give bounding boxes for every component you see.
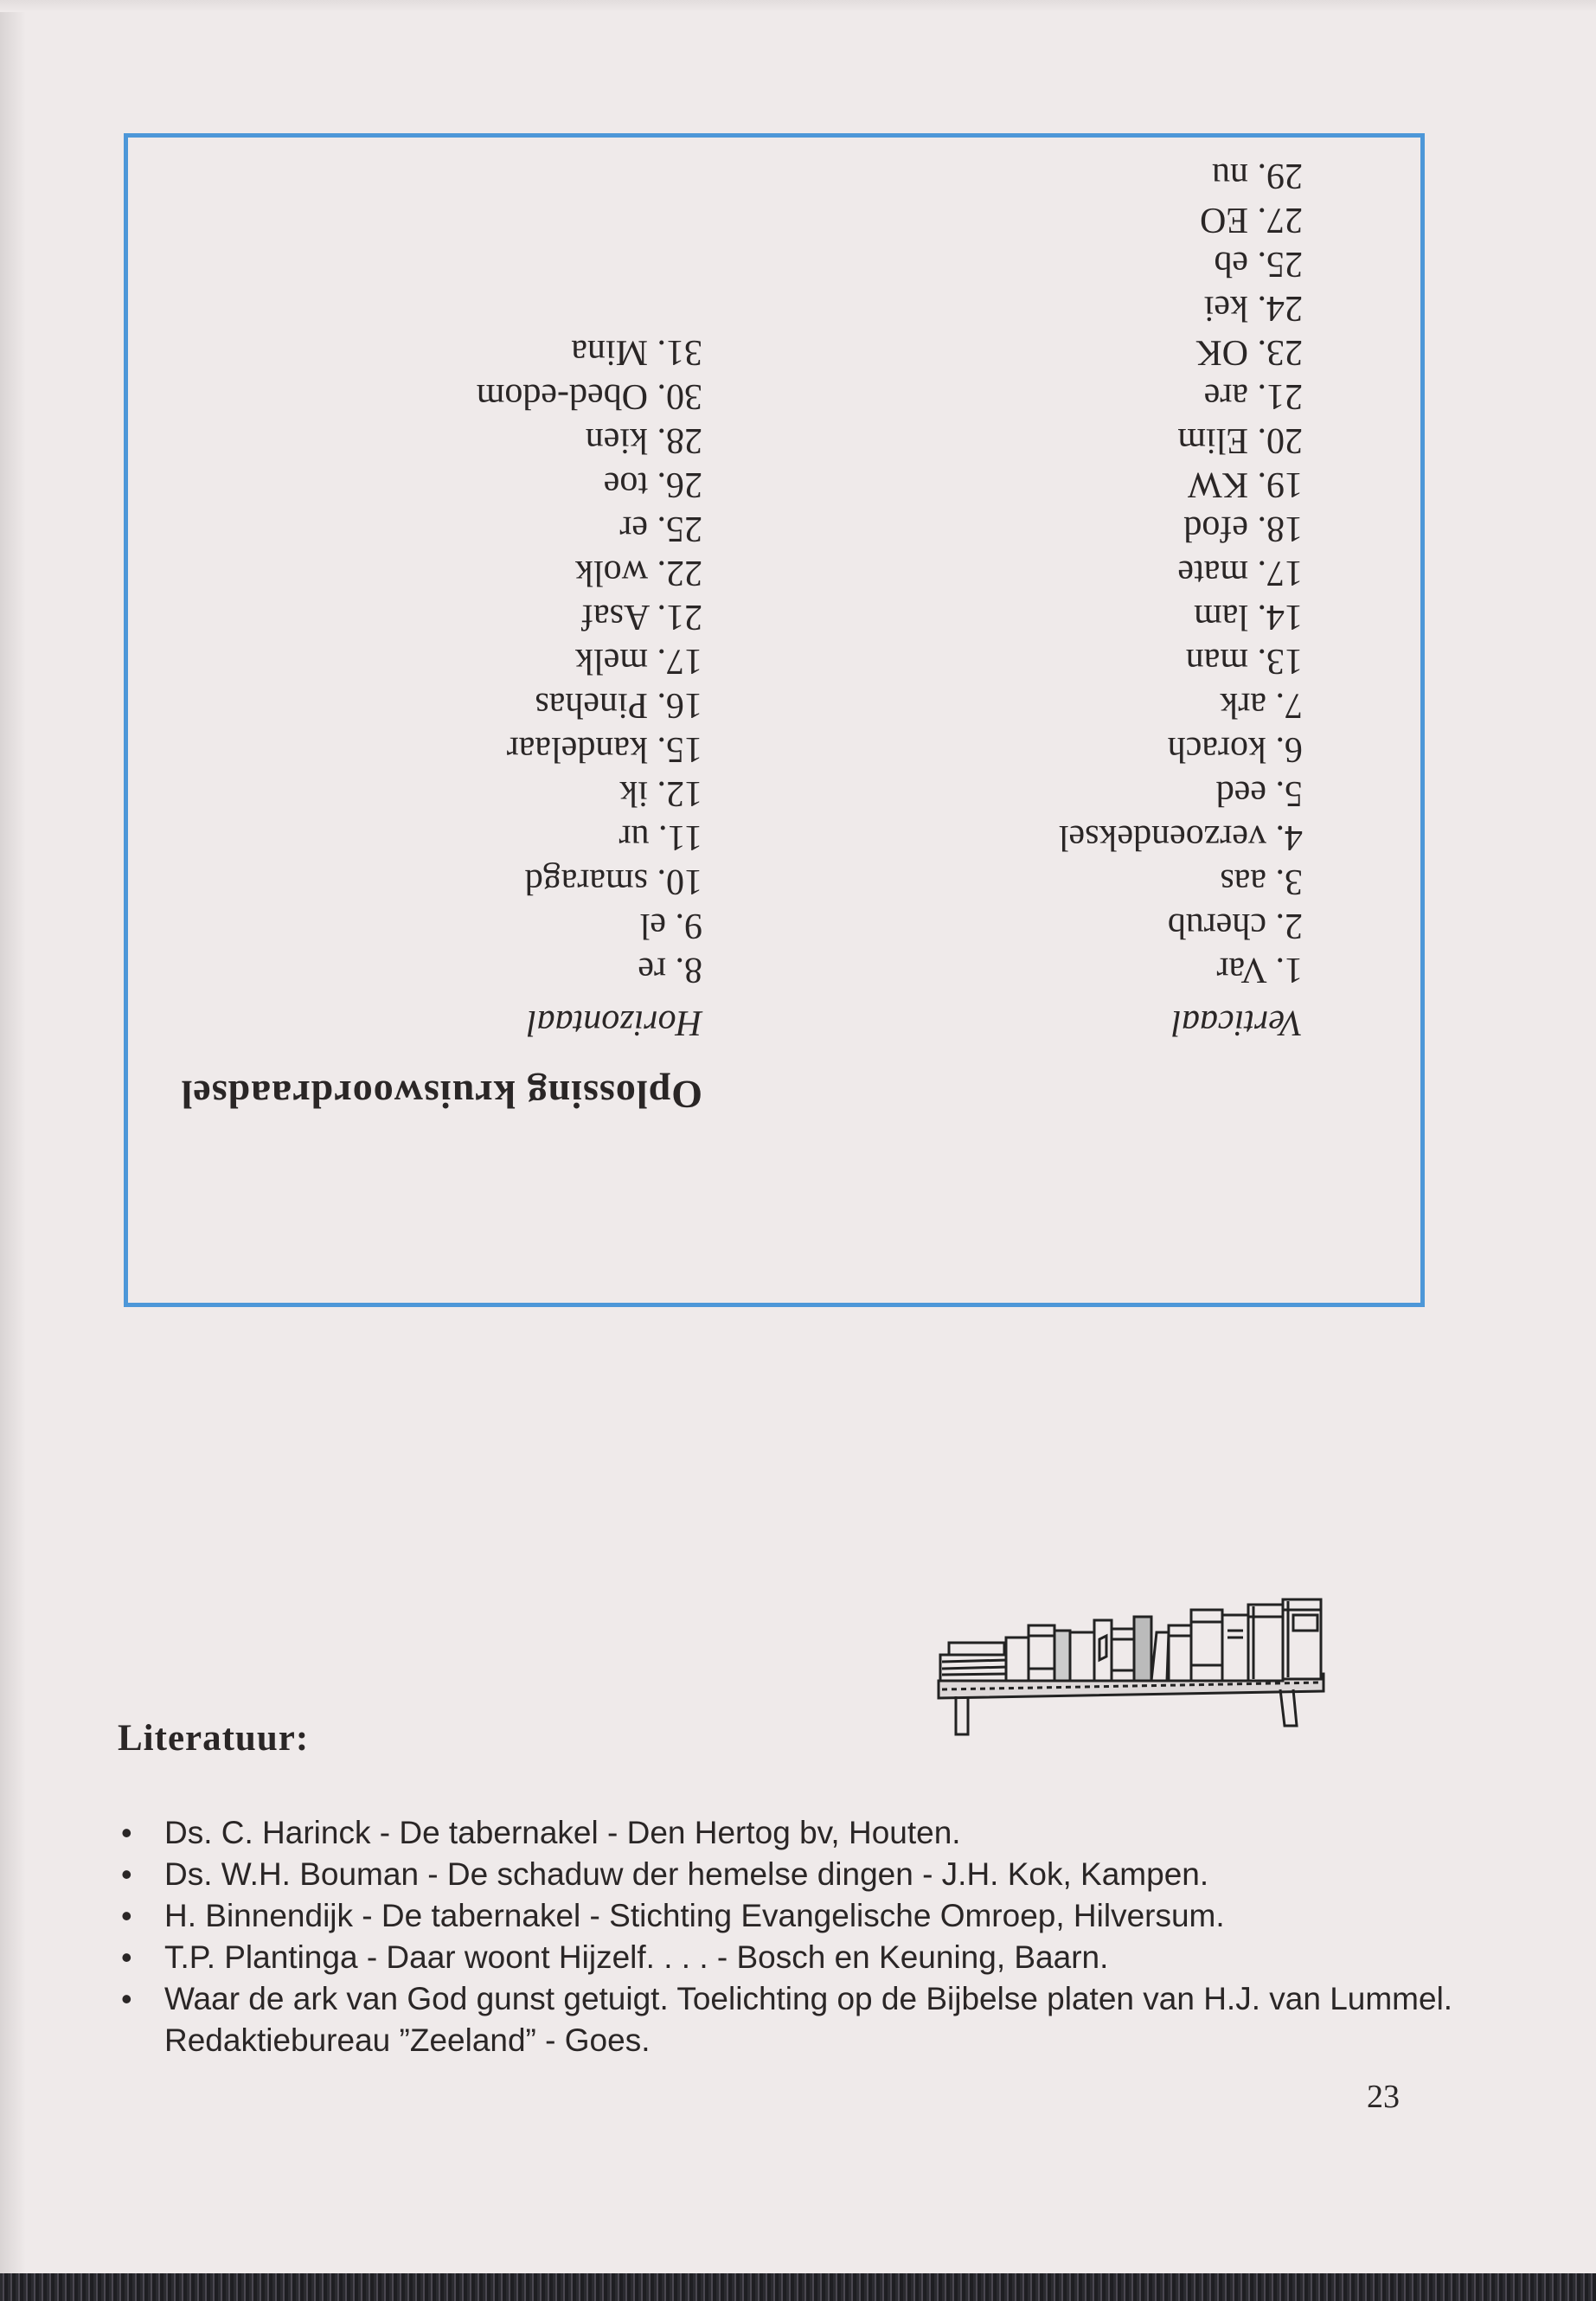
page-number: 23	[1367, 2079, 1400, 2115]
literature-item	[121, 1937, 1471, 1978]
horizontal-answer-item: 15. kandelaar	[506, 729, 702, 769]
literature-item	[121, 1854, 1471, 1895]
vertical-answer-item: 3. aas	[1220, 862, 1303, 901]
bullet-icon: •	[121, 1856, 132, 1892]
upside-down-answer-key	[128, 138, 1420, 1303]
literature-item-text: H. Binnendijk - De tabernakel - Stichting Evangelische Omroep, Hilversum.	[164, 1898, 1225, 1933]
horizontal-answer-item: 25. er	[619, 509, 702, 548]
vertical-answer-item: 25. eb	[1214, 244, 1303, 284]
horizontal-answer-item: 22. wolk	[575, 553, 702, 593]
vertical-answer-item: 17. mate	[1177, 553, 1303, 593]
literature-item-text: T.P. Plantinga - Daar woont Hijzelf. . . . - Bosch en Keuning, Baarn.	[164, 1939, 1109, 1975]
vertical-answer-item: 14. lam	[1194, 597, 1303, 637]
literature-item	[121, 1812, 1471, 1854]
vertical-answer-item: 24. kei	[1203, 288, 1303, 328]
literature-item-text: Ds. W.H. Bouman - De schaduw der hemelse dingen - J.H. Kok, Kampen.	[164, 1856, 1209, 1892]
bullet-icon: •	[121, 1815, 132, 1850]
vertical-answers	[1059, 153, 1303, 991]
vertical-answer-item: 1. Var	[1216, 950, 1303, 990]
horizontal-answer-item: 21. Asaf	[581, 597, 702, 637]
horizontal-answer-item: 26. toe	[603, 465, 702, 504]
literature-item	[121, 1895, 1471, 1937]
vertical-answer-item: 2. cherub	[1167, 906, 1303, 945]
horizontal-answer-item: 8. re	[638, 950, 702, 990]
page-bottom-edge	[0, 2273, 1596, 2301]
bookshelf-icon	[930, 1553, 1332, 1739]
page-shadow-left	[0, 0, 26, 2301]
vertical-answer-item: 6. korach	[1167, 729, 1303, 769]
bullet-icon: •	[121, 1981, 132, 2016]
horizontal-heading: Horizontaal	[526, 1003, 702, 1042]
literature-list	[121, 1812, 1471, 2061]
vertical-answer-item: 21. are	[1203, 376, 1303, 416]
horizontal-answers	[477, 330, 702, 991]
vertical-answer-item: 13. man	[1185, 641, 1303, 681]
page-shadow-top	[0, 0, 1596, 12]
vertical-answer-item: 20. Elim	[1177, 420, 1303, 460]
vertical-answer-item: 27. EO	[1200, 200, 1303, 240]
horizontal-answer-item: 16. Pinehas	[535, 685, 702, 725]
vertical-answer-item: 18. efod	[1183, 509, 1303, 548]
solution-title: Oplossing kruiswoordraadsel	[180, 1073, 702, 1117]
horizontal-answer-item: 28. kien	[585, 420, 702, 460]
vertical-answer-item: 5. eed	[1215, 773, 1303, 813]
vertical-answer-item: 4. verzoendeksel	[1058, 817, 1303, 857]
vertical-heading: Verticaal	[1171, 1003, 1303, 1042]
horizontal-answer-item: 11. ur	[619, 817, 702, 857]
vertical-answer-item: 23. OK	[1195, 332, 1303, 372]
bullet-icon: •	[121, 1898, 132, 1933]
bullet-icon: •	[121, 1939, 132, 1975]
horizontal-answer-item: 9. el	[639, 906, 702, 945]
literature-heading: Literatuur:	[118, 1718, 310, 1759]
literature-item	[121, 1978, 1471, 2061]
horizontal-answer-item: 31. Mina	[571, 332, 702, 372]
literature-item-text: Waar de ark van God gunst getuigt. Toelichting op de Bijbelse platen van H.J. van Lummel. Redaktiebureau ”Zeeland” - Goes.	[164, 1981, 1453, 2058]
horizontal-answer-item: 17. melk	[575, 641, 702, 681]
literature-item-text: Ds. C. Harinck - De tabernakel - Den Hertog bv, Houten.	[164, 1815, 961, 1850]
crossword-solution-box	[124, 133, 1425, 1307]
horizontal-answer-item: 30. Obed-edom	[476, 376, 702, 416]
vertical-answer-item: 19. KW	[1188, 465, 1303, 504]
horizontal-answer-item: 10. smaragd	[524, 862, 702, 901]
horizontal-answer-item: 12. ik	[619, 773, 702, 813]
vertical-answer-item: 29. nu	[1212, 156, 1303, 195]
vertical-answer-item: 7. ark	[1220, 685, 1303, 725]
